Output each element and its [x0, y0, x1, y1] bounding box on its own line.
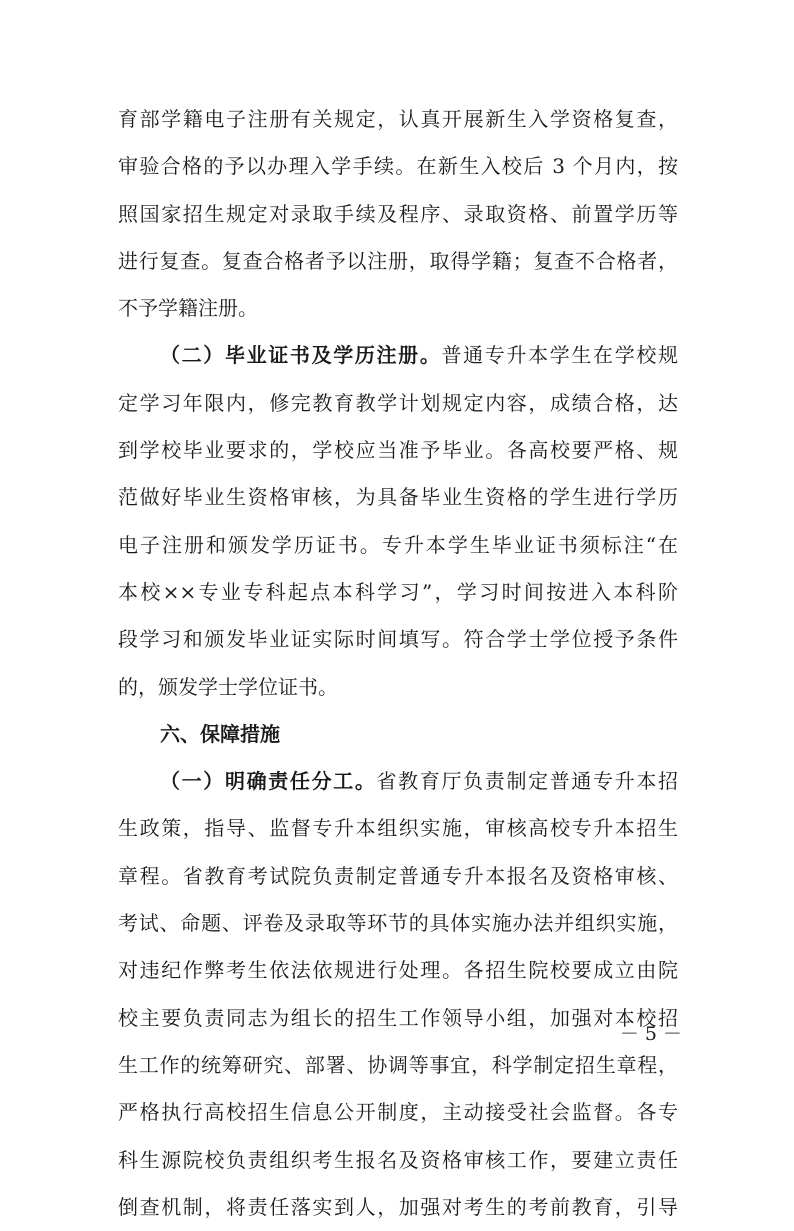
document-body	[118, 96, 678, 1231]
paragraph-text: 省教育厅负责制定普通专升本招	[376, 769, 678, 794]
text-line: 对违纪作弊考生依法依规进行处理。各招生院校要成立由院	[118, 958, 678, 983]
section-heading: 六、保障措施	[160, 721, 280, 746]
paragraph-lead: （二）毕业证书及学历注册。	[160, 343, 442, 368]
text-line: 段学习和颁发毕业证实际时间填写。符合学士学位授予条件	[118, 627, 678, 652]
text-line: 校主要负责同志为组长的招生工作领导小组，加强对本校招	[118, 1005, 678, 1030]
text-line: 严格执行高校招生信息公开制度，主动接受社会监督。各专	[118, 1100, 678, 1125]
text-line: 科生源院校负责组织考生报名及资格审核工作，要建立责任	[118, 1147, 678, 1172]
text-line: 考试、命题、评卷及录取等环节的具体实施办法并组织实施，	[118, 911, 678, 936]
text-line: 电子注册和颁发学历证书。专升本学生毕业证书须标注“在	[118, 532, 678, 557]
text-line: 章程。省教育考试院负责制定普通专升本报名及资格审核、	[118, 863, 678, 888]
text-line: 倒查机制，将责任落实到人，加强对考生的考前教育，引导	[118, 1194, 678, 1219]
text-line: 审验合格的予以办理入学手续。在新生入校后 3 个月内，按	[118, 154, 678, 179]
paragraph-2	[118, 332, 678, 710]
text-line	[118, 758, 678, 805]
paragraph-1	[118, 96, 678, 332]
text-line: 育部学籍电子注册有关规定，认真开展新生入学资格复查，	[118, 107, 678, 131]
paragraph-lead: （一）明确责任分工。	[160, 769, 377, 794]
page-number: － 5 －	[619, 1023, 682, 1045]
text-line: 生政策，指导、监督专升本组织实施，审核高校专升本招生	[118, 816, 678, 841]
paragraph-text: 普通专升本学生在学校规	[441, 343, 678, 368]
text-line: 生工作的统筹研究、部署、协调等事宜，科学制定招生章程，	[118, 1052, 678, 1077]
text-line	[118, 332, 678, 379]
text-line: 不予学籍注册。	[118, 296, 258, 321]
text-line: 到学校毕业要求的，学校应当准予毕业。各高校要严格、规	[118, 438, 678, 463]
text-line: 范做好毕业生资格审核，为具备毕业生资格的学生进行学历	[118, 485, 678, 510]
text-line: 进行复查。复查合格者予以注册，取得学籍；复查不合格者，	[118, 248, 678, 273]
paragraph-3	[118, 758, 678, 1231]
text-line: 照国家招生规定对录取手续及程序、录取资格、前置学历等	[118, 201, 678, 226]
text-line: 定学习年限内，修完教育教学计划规定内容，成绩合格，达	[118, 390, 678, 415]
text-line: 的，颁发学士学位证书。	[118, 674, 338, 699]
text-line: 本校××专业专科起点本科学习”，学习时间按进入本科阶	[118, 579, 678, 604]
